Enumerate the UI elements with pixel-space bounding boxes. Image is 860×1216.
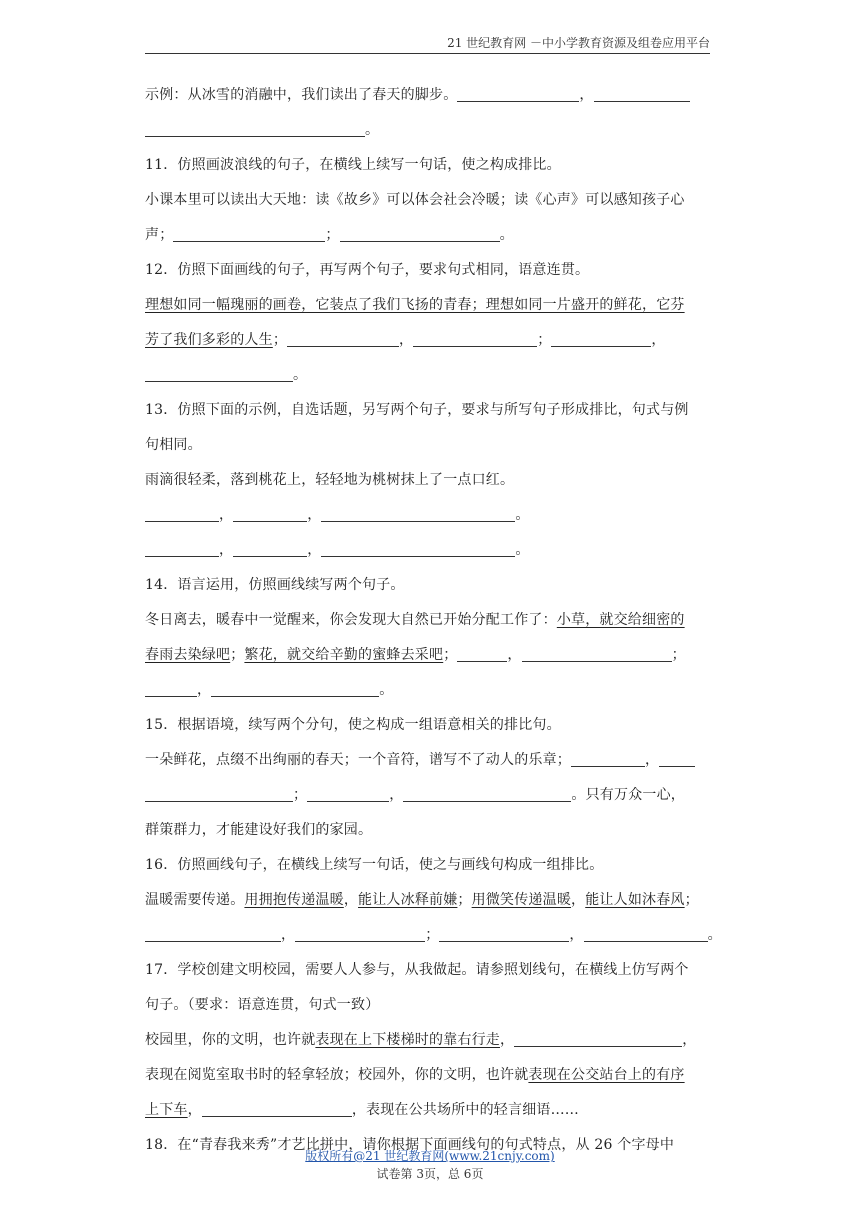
answer-blank[interactable]: [439, 927, 569, 942]
text-line: 冬日离去，暖春中一觉醒来，你会发现大自然已开始分配工作了：小草，就交给细密的: [145, 612, 685, 628]
answer-blank[interactable]: [340, 227, 500, 242]
answer-blank[interactable]: [307, 787, 389, 802]
text-line: 群策群力，才能建设好我们的家园。: [145, 822, 373, 838]
text-line: ， ， 。: [145, 533, 715, 568]
answer-blank[interactable]: [659, 752, 695, 767]
answer-blank[interactable]: [551, 332, 651, 347]
answer-blank[interactable]: [594, 87, 690, 102]
answer-blank[interactable]: [202, 1102, 352, 1117]
text-line: 。: [145, 358, 715, 393]
header-title: 21 世纪教育网 －中小学教育资源及组卷应用平台: [447, 36, 710, 50]
question-15: 15．根据语境，续写两个分句，使之构成一组语意相关的排比句。: [145, 717, 561, 733]
page-header: [145, 36, 710, 54]
text-line: 示例：从冰雪的消融中，我们读出了春天的脚步。 ，: [145, 78, 715, 113]
text-line: 表现在阅览室取书时的轻拿轻放；校园外，你的文明，也许就表现在公交站台上的有序: [145, 1067, 685, 1083]
answer-blank[interactable]: [413, 332, 537, 347]
footer-copyright[interactable]: [0, 1147, 860, 1164]
answer-blank[interactable]: [514, 1032, 682, 1047]
answer-blank[interactable]: [295, 927, 425, 942]
answer-blank[interactable]: [571, 752, 645, 767]
text-line: 上下车， ，表现在公共场所中的轻言细语……: [145, 1102, 580, 1118]
answer-blank[interactable]: [145, 507, 219, 522]
answer-blank[interactable]: [584, 927, 708, 942]
answer-blank[interactable]: [145, 682, 197, 697]
text-line: 声； ； 。: [145, 227, 514, 243]
question-12: 12．仿照下面画线的句子，再写两个句子，要求句式相同，语意连贯。: [145, 262, 590, 278]
answer-blank[interactable]: [173, 227, 325, 242]
text-line: 春雨去染绿吧；繁花，就交给辛勤的蜜蜂去采吧； ， ；: [145, 647, 686, 663]
text-line: ； ， 。只有万众一心，: [145, 778, 715, 813]
text-line: 句相同。: [145, 437, 202, 453]
answer-blank[interactable]: [145, 367, 293, 382]
answer-blank[interactable]: [522, 647, 672, 662]
text-line: ， ； ， 。: [145, 918, 715, 953]
text-line: 句子。（要求：语意连贯，句式一致）: [145, 997, 380, 1013]
text-line: 理想如同一幅瑰丽的画卷，它装点了我们飞扬的青春；理想如同一片盛开的鲜花，它芬: [145, 297, 685, 313]
text-line: 小课本里可以读出大天地：读《故乡》可以体会社会冷暖；读《心声》可以感知孩子心: [145, 192, 685, 208]
answer-blank[interactable]: [233, 542, 307, 557]
answer-blank[interactable]: [145, 787, 293, 802]
page-number: 试卷第 3页，总 6页: [376, 1167, 484, 1181]
question-11: 11．仿照画波浪线的句子，在横线上续写一句话，使之构成排比。: [145, 157, 561, 173]
question-16: 16．仿照画线句子，在横线上续写一句话，使之与画线句构成一组排比。: [145, 857, 604, 873]
question-13: 13．仿照下面的示例，自选话题，另写两个句子，要求与所写句子形成排比，句式与例: [145, 402, 689, 418]
text-line: 校园里，你的文明，也许就表现在上下楼梯时的靠右行走， ，: [145, 1032, 697, 1048]
answer-blank[interactable]: [321, 542, 515, 557]
question-18: 18．在“青春我来秀”才艺比拼中，请你根据下面画线句的句式特点，从 26 个字母中: [145, 1137, 675, 1153]
footer-page-number: [0, 1165, 860, 1182]
question-17: 17．学校创建文明校园，需要人人参与，从我做起。请参照划线句，在横线上仿写两个: [145, 962, 689, 978]
answer-blank[interactable]: [145, 927, 281, 942]
answer-blank[interactable]: [145, 542, 219, 557]
answer-blank[interactable]: [233, 507, 307, 522]
document-body: [145, 78, 722, 1163]
text-line: 一朵鲜花，点缀不出绚丽的春天；一个音符，谱写不了动人的乐章； ，: [145, 743, 715, 778]
text-line: ， 。: [145, 673, 715, 708]
answer-blank[interactable]: [211, 682, 379, 697]
text-line: 温暖需要传递。用拥抱传递温暖，能让人冰释前嫌；用微笑传递温暖，能让人如沐春风；: [145, 892, 699, 908]
text-line: 。: [145, 113, 715, 148]
text-line: 芳了我们多彩的人生； ， ； ，: [145, 332, 666, 348]
answer-blank[interactable]: [403, 787, 571, 802]
question-14: 14．语言运用，仿照画线续写两个句子。: [145, 577, 405, 593]
text-line: ， ， 。: [145, 498, 715, 533]
answer-blank[interactable]: [287, 332, 399, 347]
copyright-link[interactable]: 版权所有@21 世纪教育网(www.21cnjy.com): [305, 1149, 555, 1163]
text-line: 雨滴很轻柔，落到桃花上，轻轻地为桃树抹上了一点口红。: [145, 472, 515, 488]
answer-blank[interactable]: [457, 647, 507, 662]
answer-blank[interactable]: [321, 507, 515, 522]
answer-blank[interactable]: [457, 87, 579, 102]
answer-blank[interactable]: [145, 122, 365, 137]
